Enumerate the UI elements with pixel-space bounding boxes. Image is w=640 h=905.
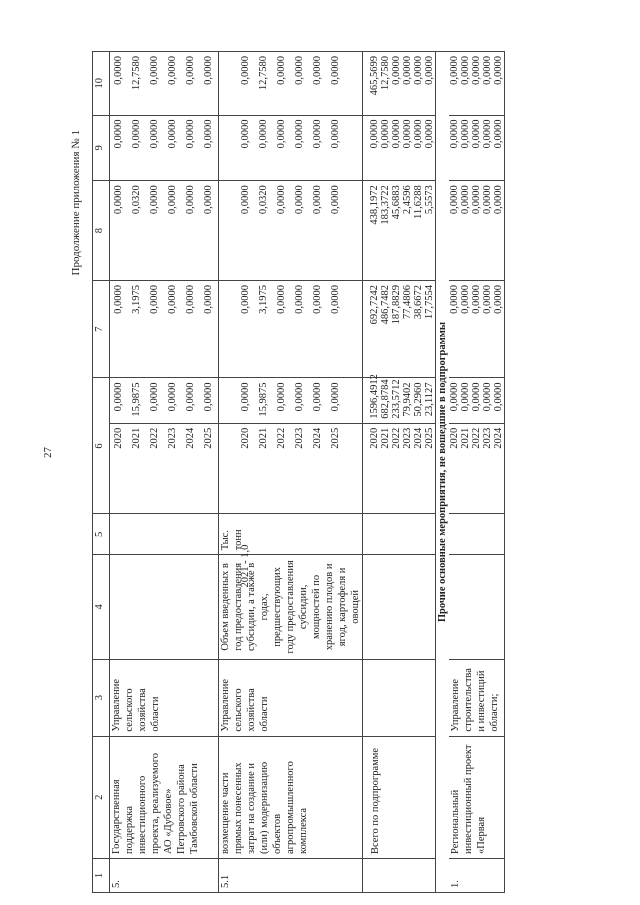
row1-col10: 0,0000 0,0000 0,0000 0,0000 0,0000 — [449, 52, 505, 116]
row51-col8: 0,0000 0,0320 0,0000 0,0000 0,0000 0,0000 — [219, 181, 363, 281]
continuation-title: Продолжение приложения № 1 — [70, 130, 82, 276]
section-title: Прочие основные мероприятия, не вошедшие в подпрограммы — [436, 52, 450, 893]
section-row — [436, 52, 450, 893]
row1-col6: 0,0000 0,0000 0,0000 0,0000 0,0000 — [449, 378, 505, 423]
row51-col10: 0,0000 12,7580 0,0000 0,0000 0,0000 0,0000 — [219, 52, 363, 116]
total-label: Всего по подпрограмме — [363, 736, 436, 858]
row5-col6: 0,0000 15,9875 0,0000 0,0000 0,0000 0,0000 — [110, 378, 219, 423]
total-col8: 438,1972 183,3722 45,6883 2,4596 11,6288 5,5573 — [363, 181, 436, 281]
row5-num: 5. — [110, 859, 219, 893]
table-row-5-1 — [219, 52, 363, 893]
header-col-1: 1 — [93, 859, 110, 893]
row51-years: 2021 - 1,0 2020 2021 2022 2023 2024 2025 — [219, 423, 363, 514]
row1-num: 1. — [449, 859, 505, 893]
row5-col10: 0,0000 12,7580 0,0000 0,0000 0,0000 0,0000 — [110, 52, 219, 116]
row51-name: возмещение части прямых понесенных затрат на создание и (или) модернизацию объектов агропромышленного комплекса — [219, 736, 363, 858]
row5-years: 2020 2021 2022 2023 2024 2025 — [110, 423, 219, 514]
row1-col8: 0,0000 0,0000 0,0000 0,0000 0,0000 — [449, 181, 505, 281]
total-years: 2020 2021 2022 2023 2024 2025 — [363, 423, 436, 514]
row1-name: Региональный инвестиционный проект «Первая — [449, 736, 505, 858]
row5-col9: 0,0000 0,0000 0,0000 0,0000 0,0000 0,0000 — [110, 115, 219, 181]
header-row — [93, 52, 110, 893]
program-table — [92, 51, 505, 893]
row51-col7: 0,0000 3,1975 0,0000 0,0000 0,0000 0,0000 — [219, 281, 363, 378]
header-col-5: 5 — [93, 514, 110, 555]
header-col-7: 7 — [93, 281, 110, 378]
table-row-1 — [449, 52, 505, 893]
row51-exec: Управление сельского хозяйства области — [219, 659, 363, 736]
row51-unit: Тыс. тонн — [219, 514, 363, 555]
row5-col7: 0,0000 3,1975 0,0000 0,0000 0,0000 0,0000 — [110, 281, 219, 378]
row5-col8: 0,0000 0,0320 0,0000 0,0000 0,0000 0,0000 — [110, 181, 219, 281]
table-row-total — [363, 52, 436, 893]
header-col-9: 9 — [93, 115, 110, 181]
header-col-3: 3 — [93, 659, 110, 736]
row5-exec: Управление сельского хозяйства области — [110, 659, 219, 736]
row51-col6: 0,0000 15,9875 0,0000 0,0000 0,0000 0,0000 — [219, 378, 363, 423]
total-col6: 1596,4912 682,8784 233,5712 79,9402 50,2960 23,1127 — [363, 378, 436, 423]
row1-col7: 0,0000 0,0000 0,0000 0,0000 0,0000 — [449, 281, 505, 378]
total-col7: 692,7242 486,7482 187,8829 77,4806 38,6672 17,7554 — [363, 281, 436, 378]
header-col-10: 10 — [93, 52, 110, 116]
row51-indicator: Объем введенных в год предоставления субсидии, а также в годах, предшествующих году предоставления субсидии, мощностей по хранению плодов и ягод, картофеля и овощей — [219, 555, 363, 659]
row1-years: 2020 2021 2022 2023 2024 — [449, 423, 505, 514]
row1-exec: Управление строительства и инвестиций области; — [449, 659, 505, 736]
header-col-4: 4 — [93, 555, 110, 659]
table-row-5 — [110, 52, 219, 893]
row51-col9: 0,0000 0,0000 0,0000 0,0000 0,0000 0,0000 — [219, 115, 363, 181]
row5-name: Государственная поддержка инвестиционного проекта, реализуемого АО «Дубовое» Петровского района Тамбовской области — [110, 736, 219, 858]
row51-num: 5.1 — [219, 859, 363, 893]
row1-col9: 0,0000 0,0000 0,0000 0,0000 0,0000 — [449, 115, 505, 181]
total-col9: 0,0000 0,0000 0,0000 0,0000 0,0000 0,0000 — [363, 115, 436, 181]
total-col10: 465,5699 12,7580 0,0000 0,0000 0,0000 0,0000 — [363, 52, 436, 116]
header-col-6: 6 — [93, 378, 110, 514]
row51-value: 2021 - 1,0 — [240, 544, 251, 588]
header-col-2: 2 — [93, 736, 110, 858]
page-number: 27 — [42, 447, 54, 458]
header-col-8: 8 — [93, 181, 110, 281]
